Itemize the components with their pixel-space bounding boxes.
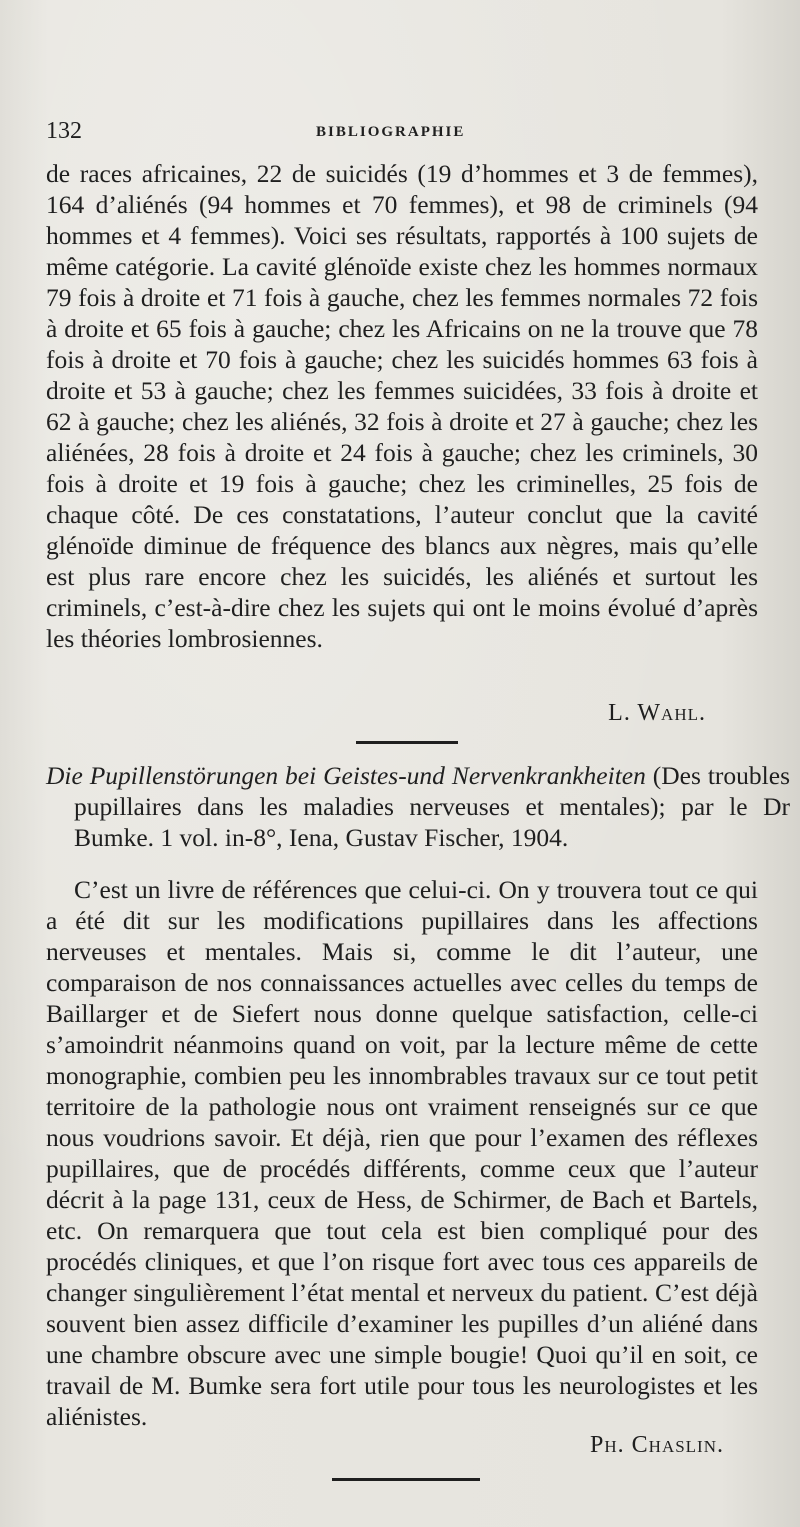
section-divider — [356, 741, 458, 744]
review-1-paragraph: de races africaines, 22 de suicidés (19 d’hommes et 3 de femmes), 164 d’aliénés (94 hommes et 70 femmes), et 98 de criminels (94 hommes et 4 femmes). Voici ses résultats, rapportés à 100 sujets de même catégorie. La cavité glénoïde existe chez les hommes normaux 79 fois à droite et 71 fois à gauche, chez les femmes normales 72 fois à droite et 65 fois à gauche; chez les Africains on ne la trouve que 78 fois à droite et 70 fois à gauche; chez les suicidés hommes 63 fois à droite et 53 à gauche; chez les femmes suicidées, 33 fois à droite et 62 à gauche; chez les aliénés, 32 fois à droite et 27 à gauche; chez les aliénées, 28 fois à droite et 24 fois à gauche; chez les criminels, 30 fois à droite et 19 fois à gauche; chez les criminelles, 25 fois de chaque côté. De ces constatations, l’auteur conclut que la cavité glénoïde diminue de fréquence des blancs aux nègres, mais qu’elle est plus rare encore chez les suicidés, les aliénés et surtout les criminels, c’est-à-dire chez les sujets qui ont le moins évolué d’après les théories lombrosiennes. — [46, 159, 758, 653]
citation-details: (Des troubles pupillaires dans les maladies nerveuses et mentales); par le Dr Bumke. 1 vol. in-8°, Iena, Gustav Fischer, 1904. — [74, 761, 790, 852]
book-title: Die Pupillenstörungen bei Geistes-und Nervenkrankheiten — [46, 761, 646, 790]
running-head: BIBLIOGRAPHIE — [316, 124, 466, 140]
review-1-signature: L. Wahl. — [608, 700, 706, 726]
page-number: 132 — [46, 118, 82, 144]
review-2-paragraph: C’est un livre de références que celui-ci. On y trouvera tout ce qui a été dit sur les modifications pupillaires dans les affections nerveuses et mentales. Mais si, comme le dit l’auteur, une comparaison de nos connaissances actuelles avec celles du temps de Baillarger et de Siefert nous donne quelque satisfaction, celle-ci s’amoindrit néanmoins quand on voit, par la lecture même de cette monographie, combien peu les innombrables travaux sur ce tout petit territoire de la pathologie nous ont vraiment renseignés sur ce que nous voudrions savoir. Et déjà, rien que pour l’examen des réflexes pupillaires, que de procédés différents, comme ceux que l’auteur décrit à la page 131, ceux de Hess, de Schirmer, de Bach et Bartels, etc. On remarquera que tout cela est bien compliqué pour des procédés cliniques, et que l’on risque fort avec tous ces appareils de changer singulièrement l’état mental et nerveux du patient. C’est déjà souvent bien assez difficile d’examiner les pupilles d’un aliéné dans une chambre obscure avec une simple bougie! Quoi qu’il en soit, ce travail de M. Bumke sera fort utile pour tous les neurologistes et les aliénistes. — [46, 875, 758, 1431]
review-2-signature: Ph. Chaslin. — [590, 1432, 724, 1458]
end-divider — [332, 1478, 480, 1481]
review-2-citation — [46, 760, 790, 853]
page-header — [46, 118, 756, 148]
